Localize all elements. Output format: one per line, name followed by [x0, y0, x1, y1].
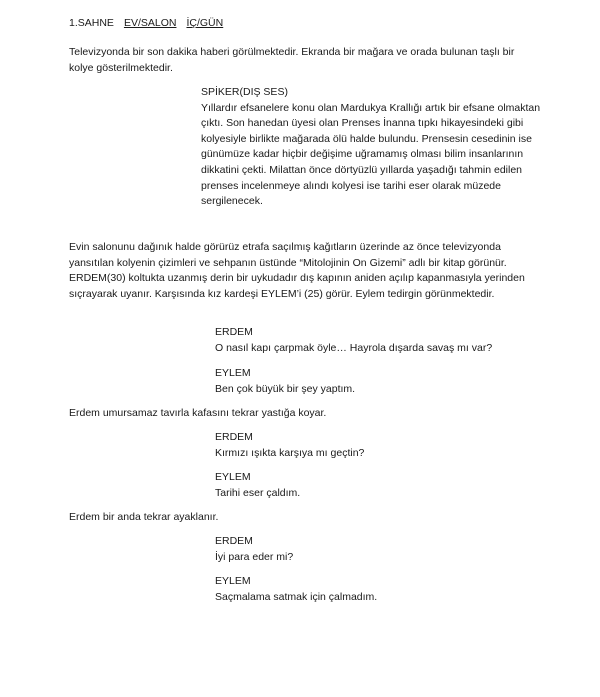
scene-heading — [69, 16, 223, 32]
action-line: Erdem umursamaz tavırla kafasını tekrar yastığa koyar. — [69, 407, 327, 419]
scene-time: İÇ/GÜN — [186, 17, 224, 29]
action-line: Evin salonunu dağınık halde görürüz etrafa saçılmış kağıtların üzerinde az önce televizyonda yansıtılan kolyenin çizimleri ve sehpanın üstünde “Mitolojinin On Gizemi” adlı bir kitap görünür. ERDEM(30) koltukta uzanmış derin bir uykudadır dış kapının aniden açılıp kapanmasıyla yerinden sıçrayarak uyanır. Karşısında kız kardeşi EYLEM’i (25) görür. Eylem tedirgin görünmektedir. — [69, 241, 525, 300]
action-line: Erdem bir anda tekrar ayaklanır. — [69, 511, 219, 523]
dialogue-block — [215, 574, 535, 605]
character-name: EYLEM — [215, 367, 251, 379]
dialogue-block — [215, 325, 535, 356]
dialogue-block — [215, 366, 535, 397]
dialogue-text: Tarihi eser çaldım. — [215, 486, 301, 499]
dialogue-text: Kırmızı ışıkta karşıya mı geçtin? — [215, 446, 365, 459]
dialogue-block — [201, 85, 541, 210]
character-name: ERDEM — [215, 535, 253, 547]
dialogue-block — [215, 534, 535, 565]
scene-location: EV/SALON — [123, 17, 177, 29]
dialogue-text: O nasıl kapı çarpmak öyle… Hayrola dışarda savaş mı var? — [215, 341, 493, 354]
dialogue-text: Ben çok büyük bir şey yaptım. — [215, 382, 356, 395]
character-name: ERDEM — [215, 431, 253, 443]
character-name: EYLEM — [215, 575, 251, 587]
dialogue-block — [215, 470, 535, 501]
dialogue-block — [215, 430, 535, 461]
character-name: ERDEM — [215, 326, 253, 338]
dialogue-text: Saçmalama satmak için çalmadım. — [215, 590, 378, 603]
dialogue-text: İyi para eder mi? — [215, 550, 294, 563]
character-name: SPİKER(DIŞ SES) — [201, 86, 288, 98]
dialogue-text: Yıllardır efsanelere konu olan Mardukya Krallığı artık bir efsane olmaktan çıktı. Son hanedan üyesi olan Prenses İnanna tıpkı hikayesindeki gibi kolyesiyle birlikte mağarada ölü halde bulundu. Prensesin cesedinin ise günümüze kadar hiçbir değişime uğramamış olması bilim insanlarının dikkatini çekti. Milattan önce dörtyüzlü yıllarda yaşadığı tahmin edilen prenses incelenmeye alındı kolyesi ise tarihi eser olarak müzede sergilenecek. — [201, 101, 541, 208]
scene-number: 1.SAHNE — [69, 17, 114, 29]
character-name: EYLEM — [215, 471, 251, 483]
action-line: Televizyonda bir son dakika haberi görülmektedir. Ekranda bir mağara ve orada bulunan taşlı bir kolye gösterilmektedir. — [69, 46, 515, 74]
